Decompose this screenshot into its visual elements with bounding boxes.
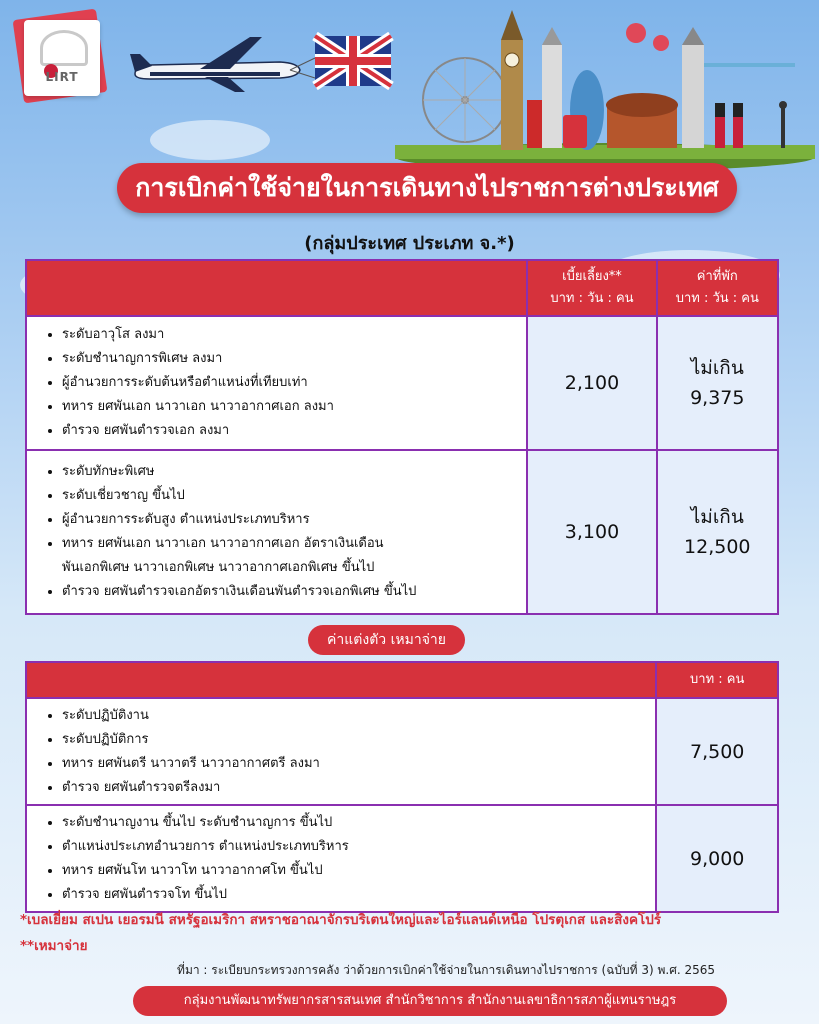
cloud-decoration [150,120,270,160]
ferris-wheel-icon [423,58,507,142]
footer-organization: กลุ่มงานพัฒนาทรัพยากรสารสนเทศ สำนักวิชาการ สำนักงานเลขาธิการสภาผู้แทนราษฎร [133,986,727,1016]
tower-icon [542,27,562,148]
allowance-lodging-table [25,259,779,615]
list-item: • ระดับอาวุโส ลงมา [62,323,525,347]
list-item: • ระดับเชี่ยวชาญ ขึ้นไป [62,484,525,508]
logo-text: LIRT [45,70,79,84]
dress-amount-value: 7,500 [656,698,778,805]
list-item: • ตำรวจ ยศพันตำรวจเอกอัตราเงินเดือนพันตำรวจเอกพิเศษ ขึ้นไป [62,580,525,604]
table-row [26,698,778,805]
lamp-post-icon [779,101,787,148]
position-list [28,323,525,443]
list-item: • ทหาร ยศพันเอก นาวาเอก นาวาอากาศเอก ลงมา [62,395,525,419]
table-row [26,450,778,614]
dress-allowance-table [25,661,779,913]
list-item: • ระดับปฏิบัติงาน [62,704,654,728]
header-blank-cell [26,662,656,698]
allowance-value: 3,100 [527,450,656,614]
country-footnote: *เบลเยี่ยม สเปน เยอรมนี สหรัฐอเมริกา สหราชอาณาจักรบริเตนใหญ่และไอร์แลนด์เหนือ โปรตุเกส และสิงคโปร์ [20,912,662,928]
page-subtitle: (กลุ่มประเทศ ประเภท จ.*) [304,233,515,254]
table-header-row [26,662,778,698]
lodging-value: 9,375 [690,387,745,409]
book-arch-icon [40,30,88,66]
position-list [28,704,654,800]
position-list-cell [26,805,656,912]
list-item [62,532,525,580]
list-item: • ตำรวจ ยศพันตำรวจโท ขึ้นไป [62,883,654,907]
list-item: • ระดับปฏิบัติการ [62,728,654,752]
allowance-header [527,260,656,316]
list-item: • ผู้อำนวยการระดับสูง ตำแหน่งประเภทบริหาร [62,508,525,532]
lodging-cell [657,316,778,450]
position-list-cell [26,450,527,614]
big-ben-icon [501,10,523,150]
list-item: • ทหาร ยศพันโท นาวาโท นาวาอากาศโท ขึ้นไป [62,859,654,883]
source-citation: ที่มา : ระเบียบกระทรวงการคลัง ว่าด้วยการเบิกค่าใช้จ่ายในการเดินทางไปราชการ (ฉบับที่ 3) พ.ศ. 2565 [177,963,715,977]
lump-sum-footnote: **เหมาจ่าย [20,938,88,954]
list-item: • ตำรวจ ยศพันตำรวจเอก ลงมา [62,419,525,443]
lodging-value: 12,500 [684,536,751,558]
lodging-prefix: ไม่เกิน [690,506,744,528]
list-item: • ผู้อำนวยการระดับต้นหรือตำแหน่งที่เทียบเท่า [62,371,525,395]
list-item-line: ทหาร ยศพันเอก นาวาเอก นาวาอากาศเอก อัตราเงินเดือน [62,536,384,551]
hot-air-balloon-icon [626,23,669,51]
airplane-icon [130,37,315,92]
lodging-header-unit: บาท : วัน : คน [675,291,759,306]
lodging-cell [657,450,778,614]
position-list [28,460,525,604]
list-item: • ตำรวจ ยศพันตำรวจตรีลงมา [62,776,654,800]
list-item: • ตำแหน่งประเภทอำนวยการ ตำแหน่งประเภทบริหาร [62,835,654,859]
lodging-header [657,260,778,316]
union-jack-flag-icon [315,36,391,86]
list-item: • ระดับชำนาญงาน ขึ้นไป ระดับชำนาญการ ขึ้นไป [62,811,654,835]
table-row [26,805,778,912]
dress-allowance-label: ค่าแต่งตัว เหมาจ่าย [308,625,465,655]
table-row [26,316,778,450]
lodging-header-title: ค่าที่พัก [696,269,738,284]
lirt-logo [24,20,100,96]
dress-amount-header: บาท : คน [656,662,778,698]
double-decker-bus-icon [563,115,587,148]
header-blank-cell [26,260,527,316]
allowance-header-unit: บาท : วัน : คน [550,291,634,306]
allowance-value: 2,100 [527,316,656,450]
london-skyline-illustration [395,5,819,175]
royal-albert-hall-icon [606,93,678,148]
list-item: • ระดับทักษะพิเศษ [62,460,525,484]
list-item: • ระดับชำนาญการพิเศษ ลงมา [62,347,525,371]
position-list-cell [26,316,527,450]
airplane-flag-illustration [130,32,400,94]
position-list [28,811,654,907]
table-header-row [26,260,778,316]
list-item: • ทหาร ยศพันตรี นาวาตรี นาวาอากาศตรี ลงมา [62,752,654,776]
lodging-prefix: ไม่เกิน [690,357,744,379]
position-list-cell [26,698,656,805]
list-item-line: พันเอกพิเศษ นาวาเอกพิเศษ นาวาอากาศเอกพิเศษ ขึ้นไป [62,560,375,575]
dress-amount-value: 9,000 [656,805,778,912]
page-title: การเบิกค่าใช้จ่ายในการเดินทางไปราชการต่างประเทศ [117,163,737,213]
guard-icon [715,103,743,148]
allowance-header-title: เบี้ยเลี้ยง** [562,269,622,284]
